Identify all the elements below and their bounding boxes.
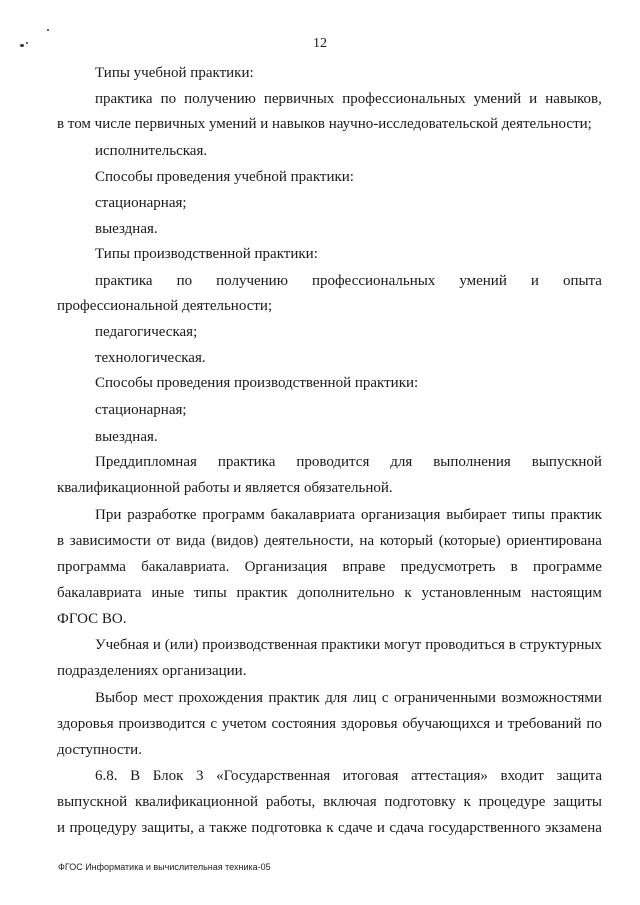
word: Преддипломная (95, 454, 197, 470)
word: практика (217, 454, 276, 470)
word: процедуре (478, 794, 546, 810)
word: дополнительно (297, 585, 395, 601)
word: по (160, 91, 177, 107)
word: проводится (296, 454, 370, 470)
word: выбирает (446, 507, 507, 523)
word: для (390, 454, 413, 470)
word: получению (216, 273, 288, 289)
word: профессиональных (311, 273, 436, 289)
text-line: профессиональной деятельности; (57, 298, 273, 314)
word: 6.8. (95, 768, 118, 784)
word: процедуру (69, 820, 137, 836)
word: требований (507, 716, 582, 732)
word: установленным (421, 585, 522, 601)
word: организация (360, 507, 441, 523)
word: практики (321, 637, 381, 653)
word: защита (556, 768, 602, 784)
word: защиты, (141, 820, 194, 836)
word: производственная (202, 637, 318, 653)
text-line-justified (95, 636, 602, 654)
word: практика (95, 273, 153, 289)
word: в (510, 559, 518, 575)
word: (или) (164, 637, 199, 653)
text-line-justified (95, 453, 602, 471)
word: входит (500, 768, 544, 784)
page-number: 12 (313, 36, 327, 51)
word: к (404, 585, 412, 601)
word: сдача (389, 820, 424, 836)
word: квалификационной (134, 794, 259, 810)
word: «Государственная (216, 768, 331, 784)
word: прохождения (178, 690, 263, 706)
text-line-justified (57, 793, 602, 811)
word: от (156, 533, 171, 549)
word: и (494, 716, 503, 732)
word: деятельности, (264, 533, 354, 549)
word: иные (151, 585, 185, 601)
word: сдаче (337, 820, 373, 836)
word: лиц (352, 690, 377, 706)
word: включая (323, 794, 377, 810)
word: производится (118, 716, 206, 732)
text-line (95, 90, 602, 108)
text-line: подразделениях организации. (57, 663, 247, 679)
word: государственного (428, 820, 541, 836)
text-line-justified (57, 715, 602, 733)
word: зависимости (69, 533, 151, 549)
word: умений (459, 273, 507, 289)
word: мест (143, 690, 174, 706)
text-line: Типы учебной практики: (95, 65, 254, 81)
word: бакалавриата. (141, 559, 230, 575)
word: выпускной (531, 454, 602, 470)
word: практик (236, 585, 288, 601)
word: на (359, 533, 375, 549)
word: который (379, 533, 434, 549)
word: Учебная (95, 637, 150, 653)
word: профессиональных (342, 91, 466, 107)
word: (видов) (211, 533, 259, 549)
word: разработке (127, 507, 197, 523)
text-line: технологическая. (95, 350, 206, 366)
text-line: в том числе первичных умений и навыков научно-исследовательской деятельности; (57, 116, 592, 132)
word: получению (184, 91, 256, 107)
word: ограниченными (394, 690, 496, 706)
word: для (325, 690, 348, 706)
word: здоровья (340, 716, 398, 732)
word: Организация (244, 559, 328, 575)
text-line: Способы проведения производственной практики: (95, 375, 419, 391)
word: обучающихся (402, 716, 491, 732)
word: (которые) (438, 533, 501, 549)
word: аттестация» (411, 768, 488, 784)
word: программ (202, 507, 265, 523)
word: состояния (271, 716, 337, 732)
word: в (57, 533, 65, 549)
word: практика (95, 91, 153, 107)
text-line: квалификационной работы и является обязательной. (57, 480, 393, 496)
text-line-justified (57, 532, 602, 550)
word: умений (473, 91, 522, 107)
word: а (198, 820, 205, 836)
word: к (326, 820, 334, 836)
word: бакалавриата (270, 507, 356, 523)
word: выполнения (433, 454, 511, 470)
word: с (381, 690, 389, 706)
word: также (209, 820, 247, 836)
word: типы (512, 507, 545, 523)
text-line-justified (57, 558, 602, 576)
text-line: ФГОС ВО. (57, 611, 127, 627)
word: подготовка (251, 820, 322, 836)
word: и (376, 820, 385, 836)
text-line: стационарная; (95, 195, 187, 211)
page-footer: ФГОС Информатика и вычислительная техника-05 (58, 862, 271, 872)
text-line: выездная. (95, 429, 158, 445)
word: ориентирована (506, 533, 602, 549)
text-line-justified (95, 506, 602, 524)
word: здоровья (57, 716, 114, 732)
word: бакалавриата (57, 585, 142, 601)
word: и (152, 637, 161, 653)
word: с (210, 716, 217, 732)
word: и (529, 91, 538, 107)
word: практик (268, 690, 320, 706)
text-line-justified (95, 689, 602, 707)
scan-speck (47, 29, 49, 31)
word: В (130, 768, 141, 784)
word: в (508, 637, 516, 653)
word: вида (176, 533, 206, 549)
word: опыта (562, 273, 602, 289)
word: по (586, 716, 602, 732)
word: к (463, 794, 471, 810)
word: Блок (152, 768, 184, 784)
word: итоговая (342, 768, 399, 784)
text-line-justified (57, 584, 602, 602)
word: практик (550, 507, 602, 523)
word: навыков, (545, 91, 602, 107)
text-line: исполнительская. (95, 143, 208, 159)
text-line-justified (95, 767, 602, 785)
text-line: доступности. (57, 742, 142, 758)
word: предусмотреть (400, 559, 496, 575)
word: возможностями (501, 690, 602, 706)
text-line: педагогическая; (95, 324, 198, 340)
word: учетом (221, 716, 267, 732)
word: структурных (519, 637, 602, 653)
text-line-justified (57, 819, 602, 837)
word: экзамена (544, 820, 602, 836)
word: по (176, 273, 193, 289)
word: настоящим (531, 585, 602, 601)
word: вправе (342, 559, 386, 575)
word: 3 (196, 768, 204, 784)
text-line: Способы проведения учебной практики: (95, 169, 354, 185)
word: защиты (553, 794, 602, 810)
text-line: Типы производственной практики: (95, 246, 318, 262)
word: программе (532, 559, 602, 575)
text-line-justified (95, 272, 602, 290)
word: программа (57, 559, 126, 575)
word: Выбор (95, 690, 138, 706)
word: При (95, 507, 122, 523)
word: могут (384, 637, 422, 653)
word: первичных (263, 91, 335, 107)
word: и (57, 820, 66, 836)
word: выпускной (57, 794, 128, 810)
word: и (530, 273, 539, 289)
word: типы (193, 585, 227, 601)
word: работы, (265, 794, 316, 810)
text-line: стационарная; (95, 402, 187, 418)
text-line: выездная. (95, 221, 158, 237)
word: проводиться (425, 637, 505, 653)
word: подготовку (384, 794, 456, 810)
